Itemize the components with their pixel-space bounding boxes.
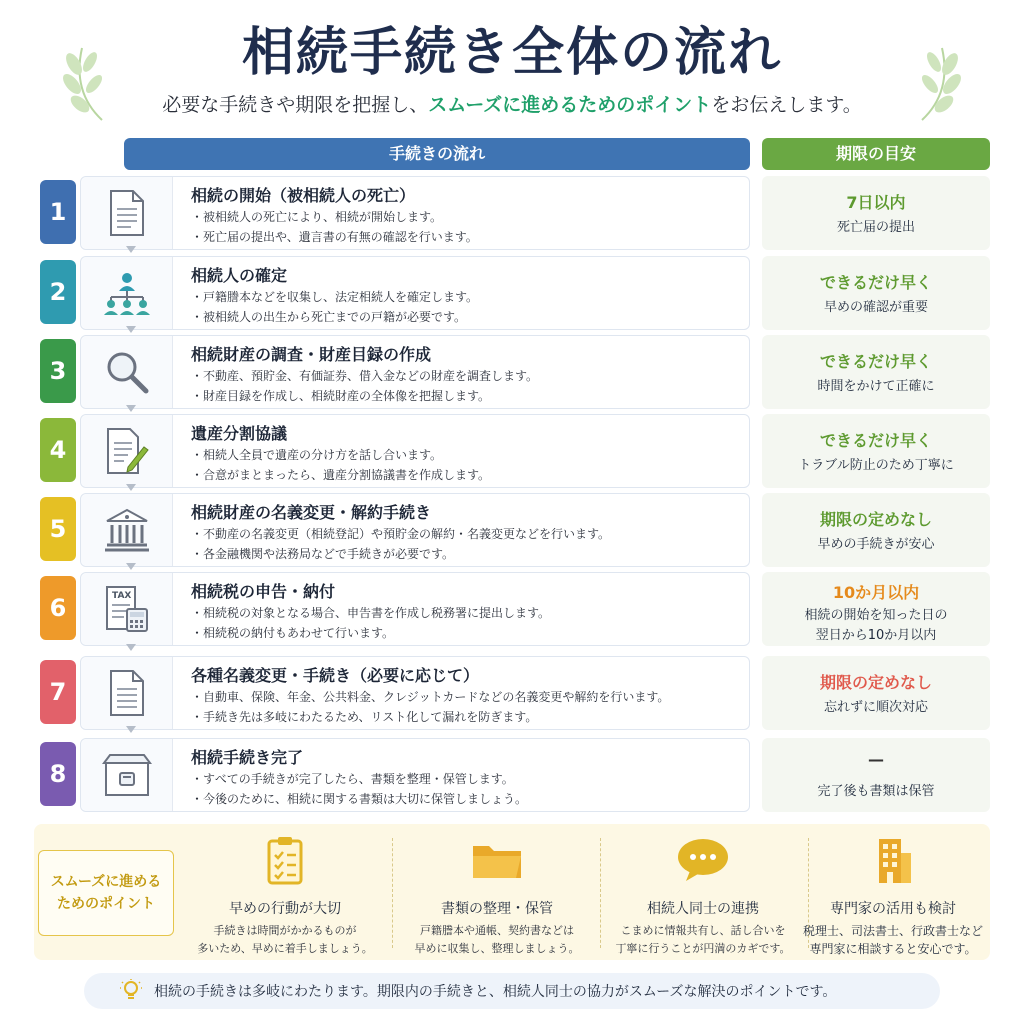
point-item bbox=[600, 830, 806, 954]
step-number: 7 bbox=[40, 660, 76, 724]
tax-calculator-icon bbox=[81, 573, 173, 645]
step-card bbox=[80, 414, 750, 488]
step-card bbox=[80, 256, 750, 330]
down-arrow-icon bbox=[124, 724, 138, 736]
deadline-value: できるだけ早く bbox=[819, 431, 932, 450]
points-label-line2: ためのポイント bbox=[57, 896, 155, 912]
step-title: 相続の開始（被相続人の死亡） bbox=[191, 186, 416, 205]
deadline-note: トラブル防止のため丁寧に bbox=[798, 458, 954, 473]
step-row bbox=[38, 414, 990, 488]
deadline-value: — bbox=[868, 750, 884, 769]
step-number: 2 bbox=[40, 260, 76, 324]
step-bullet: ・不動産の名義変更（相続登記）や預貯金の解約・名義変更などを行います。 bbox=[191, 527, 611, 541]
point-title: 早めの行動が大切 bbox=[229, 901, 341, 917]
document-list-icon bbox=[81, 657, 173, 729]
deadline-card bbox=[762, 414, 990, 488]
point-desc: 丁寧に行うことが円満のカギです。 bbox=[615, 942, 791, 955]
deadline-note: 完了後も書類は保管 bbox=[817, 784, 935, 799]
point-desc: 早めに収集し、整理しましょう。 bbox=[414, 942, 580, 955]
step-bullet: ・財産目録を作成し、相続財産の全体像を把握します。 bbox=[191, 389, 491, 403]
deadline-column-header: 期限の目安 bbox=[762, 138, 990, 170]
building-icon bbox=[790, 834, 996, 886]
deadline-value: 10か月以内 bbox=[832, 583, 920, 602]
step-row bbox=[38, 572, 990, 648]
step-card bbox=[80, 656, 750, 730]
page-subtitle bbox=[0, 90, 1024, 120]
point-title: 専門家の活用も検討 bbox=[830, 901, 956, 917]
step-title: 相続手続き完了 bbox=[191, 748, 304, 767]
step-bullet: ・不動産、預貯金、有価証券、借入金などの財産を調査します。 bbox=[191, 369, 539, 383]
step-bullet: ・手続き先は多岐にわたるため、リスト化して漏れを防ぎます。 bbox=[191, 710, 538, 724]
chat-bubble-icon bbox=[600, 834, 806, 886]
step-bullet: ・合意がまとまったら、遺産分割協議書を作成します。 bbox=[191, 468, 491, 482]
step-title: 各種名義変更・手続き（必要に応じて） bbox=[191, 666, 480, 685]
deadline-card bbox=[762, 656, 990, 730]
step-row bbox=[38, 335, 990, 409]
step-number: 5 bbox=[40, 497, 76, 561]
step-title: 相続財産の調査・財産目録の作成 bbox=[191, 345, 432, 364]
document-pen-icon bbox=[81, 415, 173, 487]
step-row bbox=[38, 738, 990, 812]
point-desc: 税理士、司法書士、行政書士など bbox=[802, 924, 983, 938]
step-row bbox=[38, 176, 990, 250]
subtitle-text-before: 必要な手続きや期限を把握し、 bbox=[162, 94, 429, 116]
people-hierarchy-icon bbox=[81, 257, 173, 329]
deadline-note: 時間をかけて正確に bbox=[817, 379, 935, 394]
deadline-value: 7日以内 bbox=[846, 193, 906, 212]
page-title: 相続手続き全体の流れ bbox=[241, 23, 782, 83]
point-desc: 専門家に相談すると安心です。 bbox=[809, 942, 977, 956]
step-title: 相続人の確定 bbox=[191, 266, 288, 285]
point-title: 書類の整理・保管 bbox=[441, 901, 553, 917]
point-item bbox=[394, 830, 600, 954]
step-row bbox=[38, 493, 990, 567]
point-desc: 戸籍謄本や通帳、契約書などは bbox=[420, 924, 574, 937]
step-card bbox=[80, 335, 750, 409]
step-card bbox=[80, 176, 750, 250]
deadline-value: 期限の定めなし bbox=[819, 510, 932, 529]
step-title: 相続財産の名義変更・解約手続き bbox=[191, 503, 432, 522]
document-icon bbox=[81, 177, 173, 249]
deadline-note: 死亡届の提出 bbox=[836, 220, 915, 235]
checklist-icon bbox=[182, 834, 388, 886]
points-label bbox=[38, 850, 174, 936]
deadline-note: 忘れずに順次対応 bbox=[823, 700, 928, 715]
step-card bbox=[80, 738, 750, 812]
deadline-card bbox=[762, 738, 990, 812]
flow-column-header: 手続きの流れ bbox=[124, 138, 750, 170]
step-bullet: ・各金融機関や法務局などで手続きが必要です。 bbox=[191, 547, 455, 561]
storage-box-icon bbox=[81, 739, 173, 811]
svg-text:TAX: TAX bbox=[111, 591, 131, 601]
deadline-note: 早めの手続きが安心 bbox=[817, 537, 935, 552]
folder-icon bbox=[394, 834, 600, 886]
step-bullet: ・相続税の対象となる場合、申告書を作成し税務署に提出します。 bbox=[191, 606, 551, 620]
step-bullet: ・被相続人の死亡により、相続が開始します。 bbox=[191, 210, 443, 224]
subtitle-highlight: スムーズに進めるためのポイント bbox=[428, 94, 712, 116]
step-number: 1 bbox=[40, 180, 76, 244]
points-panel bbox=[34, 824, 990, 960]
point-desc: こまめに情報共有し、話し合いを bbox=[620, 924, 786, 937]
points-label-line1: スムーズに進める bbox=[50, 874, 162, 890]
step-card bbox=[80, 493, 750, 567]
step-number: 6 bbox=[40, 576, 76, 640]
deadline-note: 相続の開始を知った日の bbox=[804, 608, 948, 623]
step-bullet: ・死亡届の提出や、遺言書の有無の確認を行います。 bbox=[191, 230, 478, 244]
deadline-value: 期限の定めなし bbox=[819, 673, 932, 692]
down-arrow-icon bbox=[124, 244, 138, 256]
point-item bbox=[790, 830, 996, 954]
step-bullet: ・相続人全員で遺産の分け方を話し合います。 bbox=[191, 448, 443, 462]
point-item bbox=[182, 830, 388, 954]
deadline-card bbox=[762, 572, 990, 646]
divider bbox=[392, 838, 393, 948]
step-card bbox=[80, 572, 750, 646]
deadline-card bbox=[762, 493, 990, 567]
deadline-card bbox=[762, 335, 990, 409]
step-bullet: ・すべての手続きが完了したら、書類を整理・保管します。 bbox=[191, 772, 514, 786]
subtitle-text-after: をお伝えします。 bbox=[711, 94, 862, 116]
point-desc: 手続きは時間がかかるものが bbox=[213, 924, 357, 937]
step-number: 3 bbox=[40, 339, 76, 403]
down-arrow-icon bbox=[124, 642, 138, 654]
deadline-card bbox=[762, 176, 990, 250]
step-title: 遺産分割協議 bbox=[191, 424, 288, 443]
step-row bbox=[38, 256, 990, 330]
step-bullet: ・自動車、保険、年金、公共料金、クレジットカードなどの名義変更や解約を行います。 bbox=[191, 690, 670, 704]
step-number: 4 bbox=[40, 418, 76, 482]
point-title: 相続人同士の連携 bbox=[647, 901, 759, 917]
deadline-value: できるだけ早く bbox=[819, 273, 932, 292]
bank-icon bbox=[81, 494, 173, 566]
step-title: 相続税の申告・納付 bbox=[191, 582, 336, 601]
step-number: 8 bbox=[40, 742, 76, 806]
step-bullet: ・戸籍謄本などを収集し、法定相続人を確定します。 bbox=[191, 290, 479, 304]
deadline-card bbox=[762, 256, 990, 330]
deadline-value: できるだけ早く bbox=[819, 352, 932, 371]
footer-text: 相続の手続きは多岐にわたります。期限内の手続きと、相続人同士の協力がスムーズな解決のポイントです。 bbox=[154, 984, 837, 1000]
deadline-note: 翌日から10か月以内 bbox=[815, 628, 937, 643]
step-row bbox=[38, 656, 990, 730]
deadline-note: 早めの確認が重要 bbox=[823, 300, 928, 315]
footer-note bbox=[84, 973, 940, 1009]
step-bullet: ・相続税の納付もあわせて行います。 bbox=[191, 626, 395, 640]
magnifier-icon bbox=[81, 336, 173, 408]
point-desc: 多いため、早めに着手しましょう。 bbox=[197, 942, 373, 955]
lightbulb-icon bbox=[118, 978, 144, 1004]
step-bullet: ・被相続人の出生から死亡までの戸籍が必要です。 bbox=[191, 310, 467, 324]
step-bullet: ・今後のために、相続に関する書類は大切に保管しましょう。 bbox=[191, 792, 528, 806]
